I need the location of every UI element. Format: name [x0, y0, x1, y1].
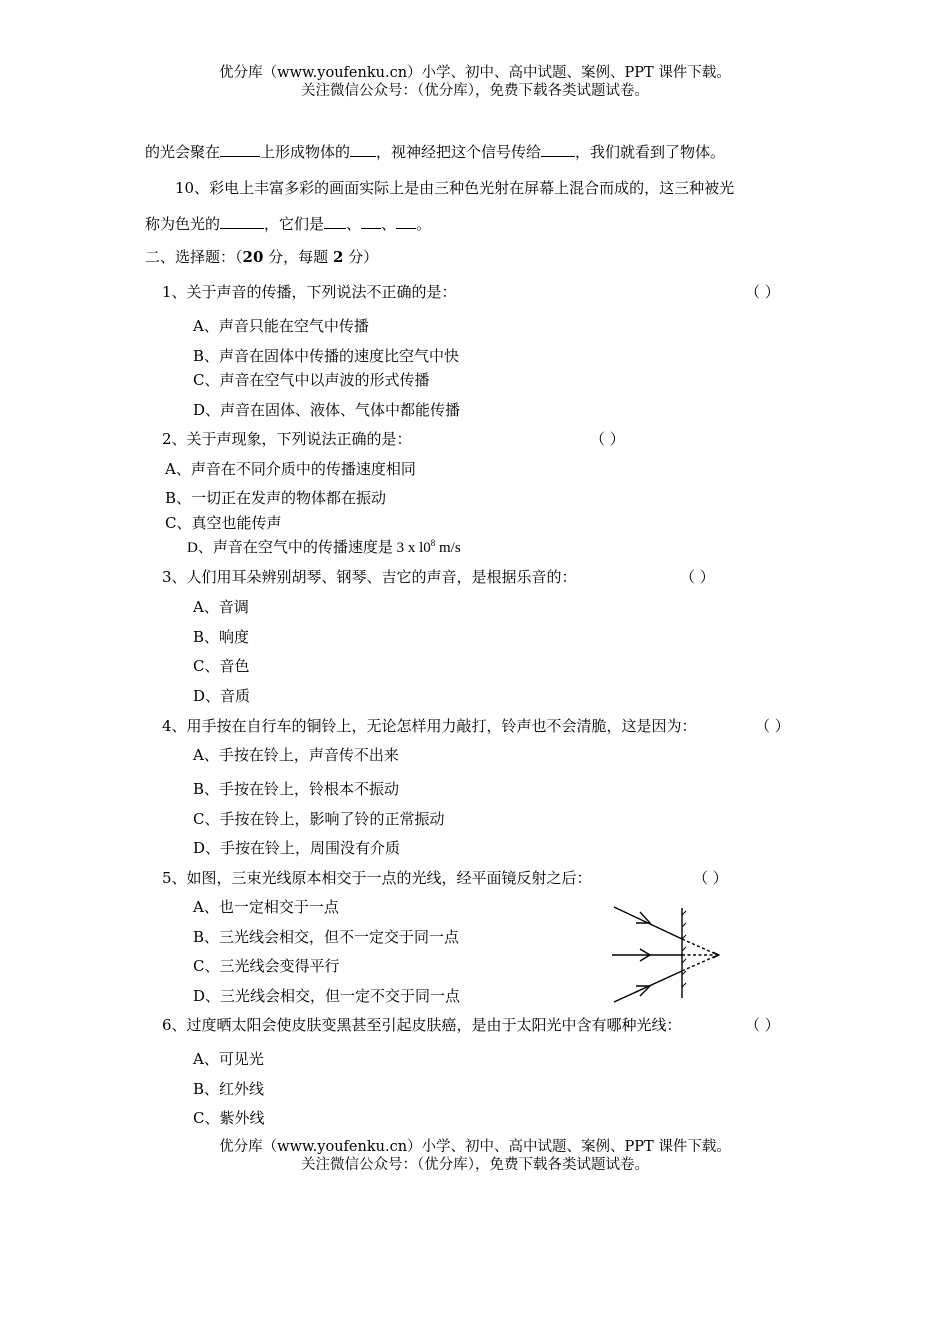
section-2-each: 2 — [332, 248, 344, 266]
q3-answer-paren[interactable]: （ ） — [680, 568, 715, 586]
q6-stem: 6、过度晒太阳会使皮肤变黑甚至引起皮肤癌，是由于太阳光中含有哪种光线： — [162, 1016, 682, 1034]
q9-blank-3[interactable] — [541, 141, 575, 157]
q6-option-b[interactable]: B、红外线 — [193, 1080, 265, 1098]
q5-option-b[interactable]: B、三光线会相交，但不一定交于同一点 — [193, 928, 460, 946]
q10-end: 。 — [416, 215, 432, 233]
q10-text-1: 称为色光的 — [145, 215, 221, 233]
q4-option-b[interactable]: B、手按在铃上，铃根本不振动 — [193, 780, 400, 798]
q4-option-d[interactable]: D、手按在铃上，周围没有介质 — [193, 839, 401, 857]
section-2-prefix: 二、选择题：（ — [145, 248, 243, 266]
q4-answer-paren[interactable]: （ ） — [755, 717, 790, 735]
q10-text-2: ，它们是 — [264, 215, 325, 233]
q1-option-a[interactable]: A、声音只能在空气中传播 — [193, 317, 369, 335]
q9-text-3: ，视神经把这个信号传给 — [376, 143, 542, 161]
q10-blank-1[interactable] — [220, 213, 264, 229]
q5-option-d[interactable]: D、三光线会相交，但一定不交于同一点 — [193, 987, 461, 1005]
q5-option-c[interactable]: C、三光线会变得平行 — [193, 957, 340, 975]
page-header-line-2: 关注微信公众号：（优分库），免费下载各类试题试卷。 — [301, 83, 649, 99]
q9-text-2: 上形成物体的 — [260, 143, 351, 161]
q1-stem: 1、关于声音的传播，下列说法不正确的是： — [162, 283, 457, 301]
q6-answer-paren[interactable]: （ ） — [745, 1016, 780, 1034]
section-2-mid: 分，每题 — [263, 248, 333, 266]
q10-line-2 — [145, 213, 431, 234]
virtual-focus-extensions — [682, 939, 718, 971]
q3-stem: 3、人们用耳朵辨别胡琴、钢琴、吉它的声音，是根据乐音的： — [162, 568, 577, 586]
q5-option-a[interactable]: A、也一定相交于一点 — [193, 898, 339, 916]
q10-blank-2[interactable] — [324, 213, 346, 229]
q2-option-d-text: D、声音在空气中的传播速度是 3 x l0 — [187, 540, 431, 556]
q6-option-a[interactable]: A、可见光 — [193, 1050, 264, 1068]
q2-answer-paren[interactable]: （ ） — [590, 430, 625, 448]
q2-option-a[interactable]: A、声音在不同介质中的传播速度相同 — [165, 460, 416, 478]
q9-tail-line — [145, 141, 725, 162]
q4-option-a[interactable]: A、手按在铃上，声音传不出来 — [193, 746, 399, 764]
q9-blank-1[interactable] — [220, 141, 260, 157]
q10-line-1: 10、彩电上丰富多彩的画面实际上是由三种色光射在屏幕上混合而成的，这三种被光 — [175, 179, 735, 197]
q2-option-d[interactable] — [187, 538, 461, 558]
q10-sep-1: 、 — [346, 215, 362, 233]
q5-answer-paren[interactable]: （ ） — [693, 869, 728, 887]
q1-option-b[interactable]: B、声音在固体中传播的速度比空气中快 — [193, 347, 460, 365]
q2-option-d-unit: m/s — [435, 540, 461, 556]
q10-blank-4[interactable] — [396, 213, 416, 229]
q1-option-c[interactable]: C、声音在空气中以声波的形式传播 — [193, 371, 430, 389]
q2-option-c[interactable]: C、真空也能传声 — [165, 514, 282, 532]
q9-text-4: ，我们就看到了物体。 — [575, 143, 726, 161]
q4-option-c[interactable]: C、手按在铃上，影响了铃的正常振动 — [193, 810, 445, 828]
mirror-rays-figure — [610, 903, 730, 1003]
q10-sep-2: 、 — [381, 215, 397, 233]
q1-option-d[interactable]: D、声音在固体、液体、气体中都能传播 — [193, 401, 461, 419]
q2-option-d-exponent: 8 — [430, 538, 436, 548]
q10-blank-3[interactable] — [361, 213, 381, 229]
q4-stem: 4、用手按在自行车的铜铃上，无论怎样用力敲打，铃声也不会清脆，这是因为： — [162, 717, 697, 735]
page-footer-line-2: 关注微信公众号：（优分库），免费下载各类试题试卷。 — [301, 1157, 649, 1173]
section-2-suffix: 分） — [343, 248, 379, 266]
page-header-line-1: 优分库（www.youfenku.cn）小学、初中、高中试题、案例、PPT 课件下载。 — [219, 65, 731, 81]
q3-option-a[interactable]: A、音调 — [193, 598, 249, 616]
q2-option-b[interactable]: B、一切正在发声的物体都在振动 — [165, 489, 387, 507]
page-footer-line-1: 优分库（www.youfenku.cn）小学、初中、高中试题、案例、PPT 课件下载。 — [219, 1139, 731, 1155]
q3-option-b[interactable]: B、响度 — [193, 628, 250, 646]
q3-option-c[interactable]: C、音色 — [193, 657, 250, 675]
q3-option-d[interactable]: D、音质 — [193, 687, 251, 705]
q9-text-1: 的光会聚在 — [145, 143, 221, 161]
q9-blank-2[interactable] — [350, 141, 376, 157]
q5-stem: 5、如图，三束光线原本相交于一点的光线，经平面镜反射之后： — [162, 869, 592, 887]
section-2-points: 20 — [242, 248, 264, 266]
q2-stem: 2、关于声现象，下列说法正确的是： — [162, 430, 412, 448]
q1-answer-paren[interactable]: （ ） — [745, 283, 780, 301]
q6-option-c[interactable]: C、紫外线 — [193, 1109, 265, 1127]
section-2-heading — [145, 247, 378, 267]
